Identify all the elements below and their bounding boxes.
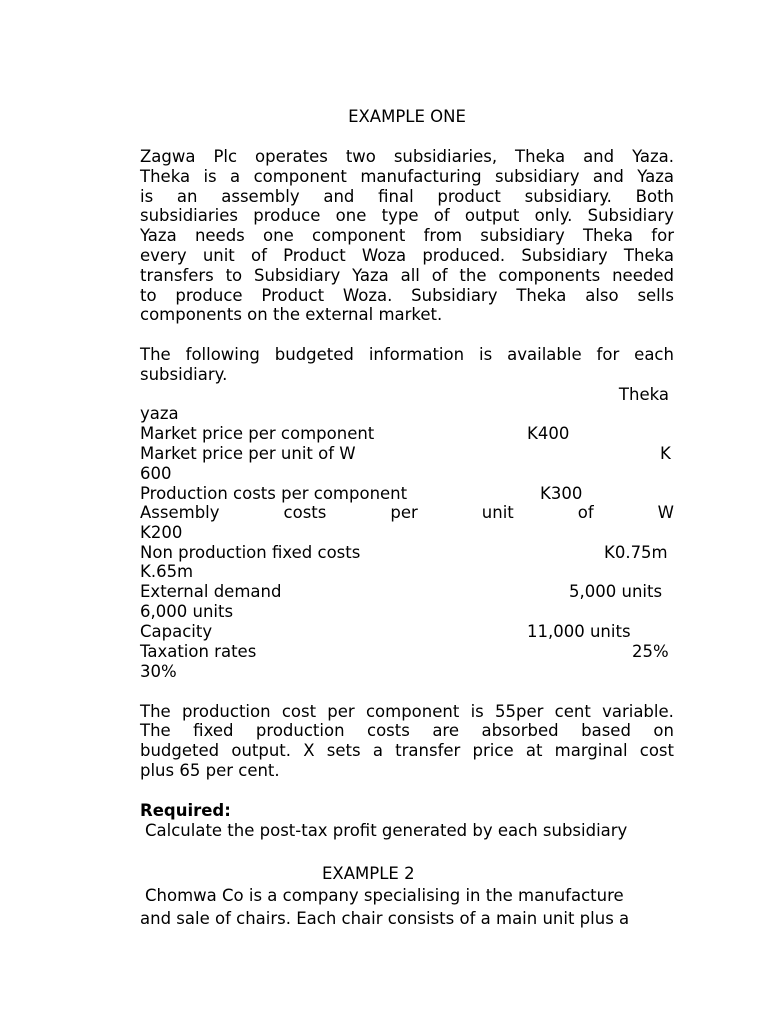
column-header-yaza: yaza (140, 404, 179, 423)
example-one-title: EXAMPLE ONE (348, 107, 466, 126)
row-value-theka: 5,000 units (569, 582, 663, 601)
example-two-title: EXAMPLE 2 (322, 864, 415, 883)
text-line: The production cost per component is 55per cent variable. (140, 702, 674, 721)
row-value-theka: 25% (632, 642, 669, 661)
text-line: plus 65 per cent. (140, 761, 280, 780)
text-line: subsidiary. (140, 365, 228, 384)
row-label: Non production fixed costs (140, 543, 361, 562)
required-heading: Required: (140, 801, 231, 820)
row-value-theka: 11,000 units (527, 622, 631, 641)
row-value-yaza-wrap: 600 (140, 464, 172, 483)
text-line: Yaza needs one component from subsidiary Theka for (140, 226, 674, 245)
text-line: Zagwa Plc operates two subsidiaries, Theka and Yaza. (140, 147, 674, 166)
row-value-theka: K400 (527, 424, 570, 443)
column-header-theka: Theka (618, 385, 669, 404)
row-label: Market price per unit of W (140, 444, 356, 463)
row-value-yaza: 30% (140, 662, 177, 681)
text-line: components on the external market. (140, 305, 443, 324)
row-label-justified: Assembly costs per unit of W (140, 503, 674, 522)
text-line: every unit of Product Woza produced. Subsidiary Theka (140, 246, 674, 265)
row-value-yaza: 6,000 units (140, 602, 234, 621)
text-line: The following budgeted information is available for each (140, 345, 674, 364)
text-line: The fixed production costs are absorbed based on (140, 721, 674, 740)
text-line: is an assembly and final product subsidiary. Both (140, 187, 674, 206)
row-label: Taxation rates (140, 642, 257, 661)
row-value-yaza: K200 (140, 523, 183, 542)
row-label: External demand (140, 582, 282, 601)
text-line: Theka is a component manufacturing subsidiary and Yaza (140, 167, 674, 186)
text-line: subsidiaries produce one type of output only. Subsidiary (140, 206, 674, 225)
text-line: budgeted output. X sets a transfer price at marginal cost (140, 741, 674, 760)
row-value-theka: K300 (540, 484, 583, 503)
text-line: Chomwa Co is a company specialising in the manufacture (145, 886, 624, 905)
text-line: and sale of chairs. Each chair consists of a main unit plus a (140, 909, 630, 928)
row-value-yaza: K (660, 444, 671, 463)
text-line: transfers to Subsidiary Yaza all of the components needed (140, 266, 674, 285)
text-line: to produce Product Woza. Subsidiary Theka also sells (140, 286, 674, 305)
required-text: Calculate the post-tax profit generated by each subsidiary (145, 821, 628, 840)
row-label: Market price per component (140, 424, 375, 443)
row-value-theka: K0.75m (604, 543, 668, 562)
row-label: Production costs per component (140, 484, 408, 503)
row-value-yaza: K.65m (140, 562, 194, 581)
row-label: Capacity (140, 622, 213, 641)
